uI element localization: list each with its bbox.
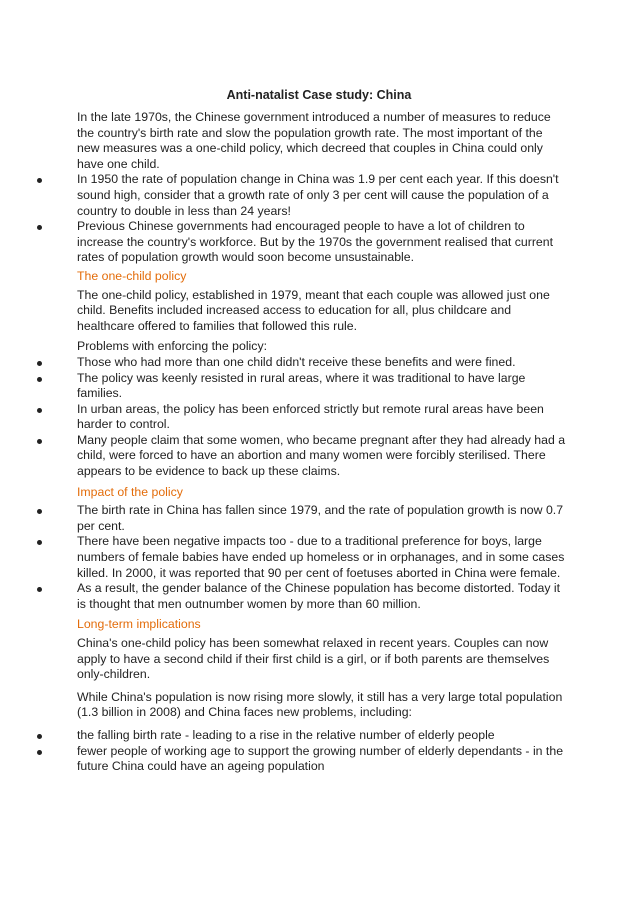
problems-bullet-list — [77, 355, 567, 480]
list-item-text: In 1950 the rate of population change in China was 1.9 per cent each year. If this doesn't sound high, consider that a growth rate of only 3 per cent will cause the population of a country to double in less than 24 years! — [77, 172, 559, 218]
list-item-text: Previous Chinese governments had encouraged people to have a lot of children to increase the country's workforce. But by the 1970s the government realised that current rates of population growth would soon become unsustainable. — [77, 219, 554, 265]
list-item-text: The policy was keenly resisted in rural areas, where it was traditional to have large families. — [77, 370, 526, 401]
section-heading-impact: Impact of the policy — [77, 484, 183, 499]
list-item — [77, 172, 567, 219]
list-item — [77, 728, 567, 744]
list-item-text: There have been negative impacts too - due to a traditional preference for boys, large numbers of female babies have ended up homeless or in orphanages, and in some cases killed. In 2000, it was reported that 90 per cent of foetuses aborted in China were female. — [77, 534, 565, 580]
bullet-icon — [37, 587, 42, 592]
intro-paragraph: In the late 1970s, the Chinese government introduced a number of measures to reduce the country's birth rate and slow the population growth rate. The most important of the new measures was a one-child policy, which decreed that couples in China could only have one child. — [77, 110, 551, 171]
list-item — [77, 402, 567, 433]
impact-bullet-list — [77, 503, 567, 612]
list-item-text: Those who had more than one child didn't receive these benefits and were fined. — [77, 354, 516, 369]
bullet-icon — [37, 225, 42, 230]
bullet-icon — [37, 734, 42, 739]
long-term-bullet-list — [77, 728, 567, 775]
intro-bullet-list — [77, 172, 567, 266]
long-term-paragraph-1: China's one-child policy has been somewhat relaxed in recent years. Couples can now apply to have a second child if their first child is a girl, or if both parents are themselves only-children. — [77, 636, 550, 682]
bullet-icon — [37, 377, 42, 382]
list-item-text: As a result, the gender balance of the Chinese population has become distorted. Today it is thought that men outnumber women by more than 60 million. — [77, 581, 561, 611]
list-item-text: the falling birth rate - leading to a rise in the relative number of elderly people — [77, 727, 495, 742]
list-item-text: The birth rate in China has fallen since 1979, and the rate of population growth is now 0.7 per cent. — [77, 503, 564, 533]
list-item-text: fewer people of working age to support the growing number of elderly dependants - in the future China could have an ageing population — [77, 743, 564, 774]
list-item — [77, 433, 567, 480]
list-item — [77, 744, 567, 775]
bullet-icon — [37, 408, 42, 413]
list-item-text: In urban areas, the policy has been enforced strictly but remote rural areas have been harder to control. — [77, 401, 544, 432]
bullet-icon — [37, 361, 42, 366]
list-item-text: Many people claim that some women, who became pregnant after they had already had a child, were forced to have an abortion and many women were forcibly sterilised. There appears to be evidence to back up these claims. — [77, 432, 566, 479]
bullet-icon — [37, 509, 42, 514]
bullet-icon — [37, 178, 42, 183]
document-body — [77, 110, 567, 775]
bullet-icon — [37, 750, 42, 755]
bullet-icon — [37, 439, 42, 444]
list-item — [77, 219, 567, 266]
list-item — [77, 581, 567, 612]
long-term-paragraph-2: While China's population is now rising more slowly, it still has a very large total population (1.3 billion in 2008) and China faces new problems, including: — [77, 689, 563, 720]
page-title: Anti-natalist Case study: China — [226, 88, 412, 102]
list-item — [77, 503, 567, 534]
list-item — [77, 371, 567, 402]
problems-label: Problems with enforcing the policy: — [77, 339, 268, 354]
bullet-icon — [37, 540, 42, 545]
section-heading-long-term: Long-term implications — [77, 617, 201, 632]
one-child-policy-paragraph: The one-child policy, established in 1979, meant that each couple was allowed just one child. Benefits included increased access to education for all, plus childcare and healthcare offered to families that followed this rule. — [77, 287, 550, 333]
list-item — [77, 355, 567, 371]
list-item — [77, 534, 567, 581]
section-heading-one-child-policy: The one-child policy — [77, 268, 187, 283]
